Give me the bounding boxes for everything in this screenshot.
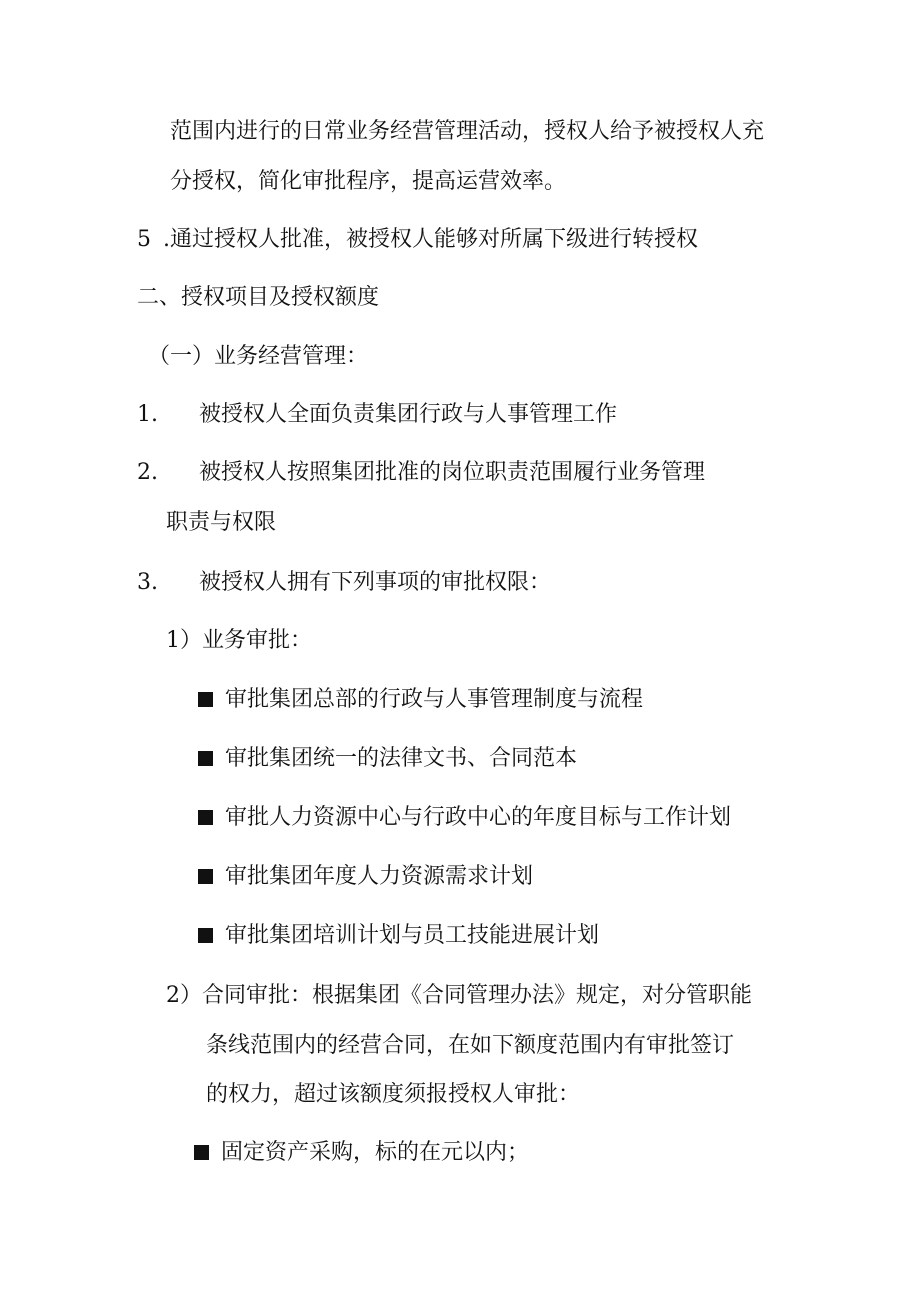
- list-item-3-number: 3.: [137, 570, 158, 595]
- bullet-item: [194, 1138, 529, 1168]
- intro-line-1: 范围内进行的日常业务经营管理活动，授权人给予被授权人充: [170, 119, 765, 144]
- square-bullet-icon: [198, 751, 213, 766]
- item-5-text: .通过授权人批准，被授权人能够对所属下级进行转授权: [163, 227, 698, 252]
- bullet-text: 审批集团总部的行政与人事管理制度与流程: [225, 687, 644, 712]
- list-item-1-text: 被授权人全面负责集团行政与人事管理工作: [199, 402, 618, 427]
- square-bullet-icon: [198, 869, 213, 884]
- subsection-1-heading: （一）业务经营管理：: [148, 344, 369, 369]
- item-5: [137, 225, 698, 255]
- bullet-text: 审批集团培训计划与员工技能进展计划: [225, 923, 600, 948]
- list-item-1: [137, 400, 617, 430]
- item-5-number: 5: [137, 227, 151, 252]
- list-item-2-continuation: 职责与权限: [166, 510, 277, 535]
- bullet-item: [198, 862, 533, 892]
- bullet-text: 固定资产采购，标的在元以内；: [221, 1140, 530, 1165]
- square-bullet-icon: [194, 1145, 209, 1160]
- list-item-1-number: 1.: [137, 402, 158, 427]
- intro-line-2: 分授权，简化审批程序，提高运营效率。: [170, 169, 567, 194]
- contract-approval-line-3: 的权力，超过该额度须报授权人审批：: [206, 1082, 581, 1107]
- business-approval-heading: 1）业务审批：: [166, 628, 312, 653]
- bullet-text: 审批人力资源中心与行政中心的年度目标与工作计划: [225, 805, 732, 830]
- square-bullet-icon: [198, 692, 213, 707]
- list-item-3-text: 被授权人拥有下列事项的审批权限：: [199, 570, 552, 595]
- section-2-heading: 二、授权项目及授权额度: [137, 285, 380, 310]
- bullet-text: 审批集团年度人力资源需求计划: [225, 864, 534, 889]
- square-bullet-icon: [198, 810, 213, 825]
- list-item-2-text: 被授权人按照集团批准的岗位职责范围履行业务管理: [199, 460, 706, 485]
- bullet-item: [198, 921, 599, 951]
- bullet-text: 审批集团统一的法律文书、合同范本: [225, 746, 578, 771]
- bullet-item: [198, 744, 577, 774]
- bullet-item: [198, 803, 731, 833]
- contract-approval-line-2: 条线范围内的经营合同，在如下额度范围内有审批签订: [206, 1033, 735, 1058]
- list-item-3: [137, 568, 551, 598]
- contract-approval-line-1: 2）合同审批：根据集团《合同管理办法》规定，对分管职能: [166, 983, 752, 1008]
- list-item-2-number: 2.: [137, 460, 158, 485]
- square-bullet-icon: [198, 928, 213, 943]
- list-item-2: [137, 458, 705, 488]
- bullet-item: [198, 685, 643, 715]
